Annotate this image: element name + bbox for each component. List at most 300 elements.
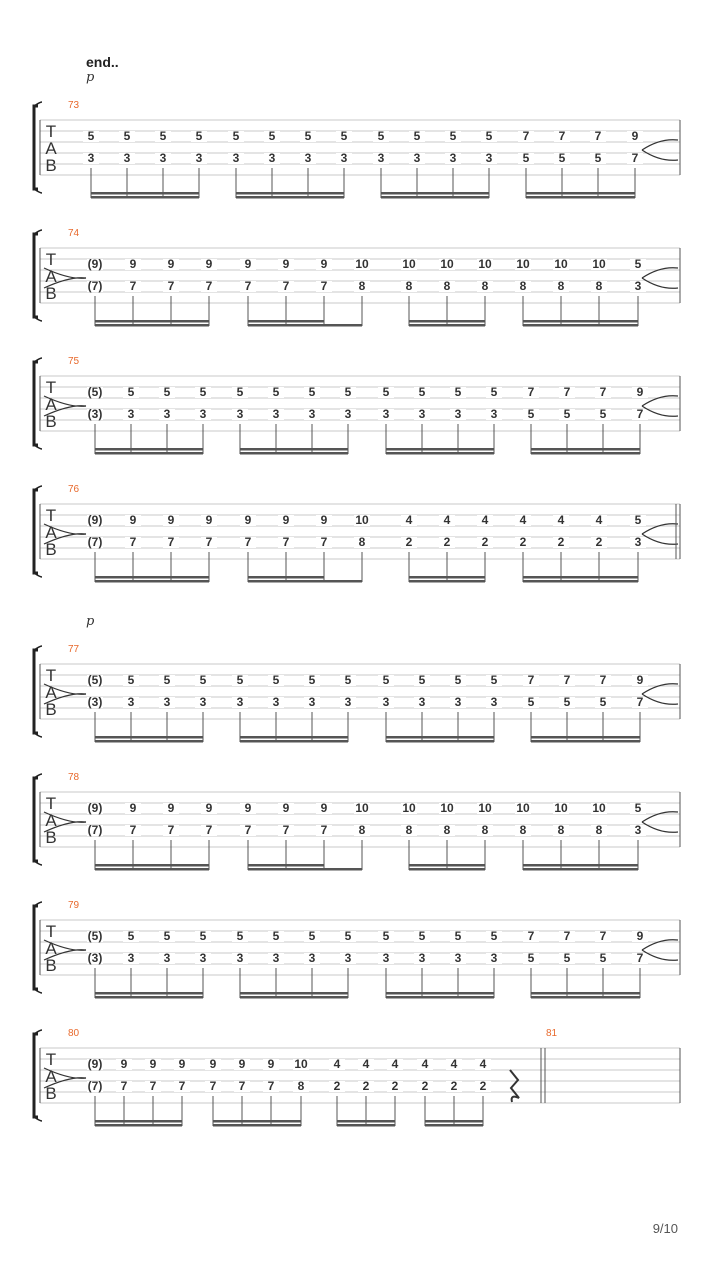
beam — [409, 576, 485, 579]
tab-clef-a: A — [45, 683, 57, 702]
fret-number: 10 — [355, 513, 369, 527]
fret-number: 5 — [599, 407, 607, 421]
fret-number: 7 — [599, 929, 607, 943]
tab-clef-b: B — [45, 956, 57, 975]
fret-number: 3 — [454, 407, 462, 421]
fret-number: 5 — [127, 929, 135, 943]
fret-number: 7 — [636, 695, 644, 709]
fret-number: 5 — [163, 385, 171, 399]
fret-number: 8 — [358, 823, 366, 837]
fret-number: 7 — [178, 1079, 186, 1093]
beam — [240, 740, 348, 743]
fret-number: 7 — [282, 279, 290, 293]
fret-number: 3 — [236, 695, 244, 709]
fret-number: 5 — [272, 929, 280, 943]
tab-system — [34, 644, 680, 743]
fret-number: 7 — [205, 279, 213, 293]
tab-clef-b: B — [45, 1084, 57, 1103]
beam — [381, 196, 489, 199]
tab-clef-b: B — [45, 540, 57, 559]
system-bracket — [34, 234, 38, 317]
tab-system — [34, 900, 680, 999]
fret-number: 3 — [127, 407, 135, 421]
fret-number: 3 — [308, 695, 316, 709]
fret-number: 4 — [595, 513, 603, 527]
fret-number: 10 — [516, 257, 530, 271]
beam — [409, 324, 485, 327]
fret-number: 3 — [490, 951, 498, 965]
fret-number: 2 — [362, 1079, 370, 1093]
tie-arc — [642, 150, 678, 160]
fret-number: 5 — [195, 129, 203, 143]
fret-number: 5 — [527, 407, 535, 421]
beam — [386, 736, 494, 739]
fret-number: 5 — [272, 385, 280, 399]
dynamic-marking: p — [86, 70, 95, 85]
beam — [95, 864, 209, 867]
fret-number: 2 — [595, 535, 603, 549]
system-bracket — [34, 1034, 38, 1117]
fret-number: 8 — [358, 535, 366, 549]
fret-number: 5 — [599, 951, 607, 965]
fret-number: 7 — [599, 385, 607, 399]
fret-number: 9 — [178, 1057, 186, 1071]
beam — [236, 196, 344, 199]
fret-number: 5 — [308, 385, 316, 399]
beam — [91, 192, 199, 195]
fret-number: 9 — [167, 801, 175, 815]
fret-number: (3) — [87, 695, 103, 709]
fret-number: 8 — [443, 823, 451, 837]
fret-number: 3 — [127, 695, 135, 709]
fret-number: 7 — [244, 279, 252, 293]
fret-number: 4 — [481, 513, 489, 527]
fret-number: 10 — [554, 801, 568, 815]
fret-number: 7 — [205, 823, 213, 837]
fret-number: 5 — [527, 695, 535, 709]
tab-system — [34, 772, 680, 871]
fret-number: 8 — [519, 823, 527, 837]
fret-number: (9) — [87, 257, 103, 271]
tab-clef-t: T — [45, 1050, 57, 1069]
fret-number: 10 — [294, 1057, 308, 1071]
beam — [248, 324, 362, 327]
fret-number: 5 — [199, 929, 207, 943]
tie-arc — [642, 812, 678, 822]
tab-system — [34, 356, 680, 455]
fret-number: (5) — [87, 385, 103, 399]
fret-number: 5 — [377, 129, 385, 143]
fret-number: 10 — [402, 801, 416, 815]
beam — [248, 580, 362, 583]
beam — [95, 1120, 182, 1123]
tie-arc — [642, 268, 678, 278]
fret-number: 7 — [205, 535, 213, 549]
tab-system — [34, 100, 680, 199]
fret-number: 4 — [421, 1057, 429, 1071]
fret-number: 7 — [594, 129, 602, 143]
beam — [523, 580, 638, 583]
tab-clef-a: A — [45, 267, 57, 286]
tab-clef-t: T — [45, 122, 57, 141]
fret-number: 10 — [554, 257, 568, 271]
fret-number: 7 — [563, 385, 571, 399]
tab-clef-a: A — [45, 523, 57, 542]
fret-number: 5 — [127, 385, 135, 399]
fret-number: 2 — [333, 1079, 341, 1093]
fret-number: 7 — [129, 823, 137, 837]
beam — [425, 1124, 483, 1127]
fret-number: 8 — [595, 823, 603, 837]
fret-number: 3 — [344, 695, 352, 709]
fret-number: 9 — [282, 257, 290, 271]
beam — [95, 452, 203, 455]
fret-number: 5 — [634, 801, 642, 815]
beam — [531, 740, 640, 743]
measure-number: 74 — [68, 228, 80, 239]
fret-number: 5 — [634, 257, 642, 271]
fret-number: (5) — [87, 673, 103, 687]
fret-number: 5 — [485, 129, 493, 143]
fret-number: 5 — [449, 129, 457, 143]
beam — [386, 452, 494, 455]
tab-clef-b: B — [45, 284, 57, 303]
beam — [409, 868, 485, 871]
fret-number: 3 — [199, 407, 207, 421]
fret-number: 7 — [636, 407, 644, 421]
fret-number: 5 — [418, 385, 426, 399]
fret-number: 9 — [238, 1057, 246, 1071]
fret-number: 9 — [636, 673, 644, 687]
tab-clef-t: T — [45, 666, 57, 685]
fret-number: 3 — [382, 407, 390, 421]
beam — [425, 1120, 483, 1123]
fret-number: 5 — [123, 129, 131, 143]
fret-number: 3 — [123, 151, 131, 165]
fret-number: 5 — [199, 673, 207, 687]
fret-number: 4 — [443, 513, 451, 527]
fret-number: (7) — [87, 279, 103, 293]
section-label: end.. — [86, 54, 119, 70]
fret-number: 3 — [87, 151, 95, 165]
fret-number: 7 — [167, 535, 175, 549]
fret-number: 8 — [519, 279, 527, 293]
fret-number: 7 — [167, 279, 175, 293]
fret-number: 10 — [440, 257, 454, 271]
fret-number: 9 — [120, 1057, 128, 1071]
fret-number: 8 — [481, 823, 489, 837]
fret-number: (9) — [87, 1057, 103, 1071]
fret-number: 7 — [522, 129, 530, 143]
fret-number: 3 — [449, 151, 457, 165]
measure-number: 75 — [68, 356, 80, 367]
fret-number: 8 — [405, 823, 413, 837]
fret-number: 5 — [382, 929, 390, 943]
tie-arc — [642, 822, 678, 832]
fret-number: 7 — [238, 1079, 246, 1093]
fret-number: 5 — [454, 385, 462, 399]
fret-number: 7 — [320, 823, 328, 837]
fret-number: 3 — [163, 951, 171, 965]
fret-number: 2 — [519, 535, 527, 549]
measure-number: 77 — [68, 644, 80, 655]
fret-number: 5 — [382, 673, 390, 687]
beam — [386, 448, 494, 451]
beam — [95, 448, 203, 451]
fret-number: 2 — [479, 1079, 487, 1093]
fret-number: 3 — [418, 407, 426, 421]
fret-number: 5 — [418, 673, 426, 687]
fret-number: 5 — [163, 673, 171, 687]
fret-number: 9 — [149, 1057, 157, 1071]
fret-number: 3 — [344, 407, 352, 421]
beam — [95, 992, 203, 995]
fret-number: 10 — [402, 257, 416, 271]
fret-number: 8 — [405, 279, 413, 293]
fret-number: 9 — [282, 801, 290, 815]
beam — [95, 996, 203, 999]
fret-number: 2 — [557, 535, 565, 549]
fret-number: 3 — [268, 151, 276, 165]
fret-number: 4 — [391, 1057, 399, 1071]
beam — [337, 1120, 395, 1123]
tab-clef-a: A — [45, 811, 57, 830]
beam — [240, 736, 348, 739]
fret-number: 5 — [159, 129, 167, 143]
beam — [386, 740, 494, 743]
beam — [95, 580, 209, 583]
fret-number: 9 — [244, 257, 252, 271]
fret-number: 3 — [308, 407, 316, 421]
fret-number: 9 — [636, 385, 644, 399]
fret-number: 7 — [282, 535, 290, 549]
system-bracket — [34, 106, 38, 189]
measure-number: 81 — [546, 1028, 558, 1039]
fret-number: 5 — [563, 407, 571, 421]
measure-number: 76 — [68, 484, 80, 495]
fret-number: 8 — [595, 279, 603, 293]
fret-number: 5 — [490, 929, 498, 943]
fret-number: 5 — [308, 929, 316, 943]
fret-number: 3 — [232, 151, 240, 165]
fret-number: 10 — [592, 257, 606, 271]
beam — [526, 192, 635, 195]
fret-number: 4 — [479, 1057, 487, 1071]
fret-number: 7 — [244, 535, 252, 549]
beam — [523, 324, 638, 327]
tab-system — [34, 1028, 680, 1127]
beam — [91, 196, 199, 199]
fret-number: 5 — [268, 129, 276, 143]
fret-number: 8 — [557, 279, 565, 293]
fret-number: 5 — [344, 929, 352, 943]
beam — [531, 996, 640, 999]
fret-number: 7 — [149, 1079, 157, 1093]
fret-number: 7 — [129, 535, 137, 549]
fret-number: 2 — [443, 535, 451, 549]
fret-number: 3 — [236, 407, 244, 421]
fret-number: 10 — [440, 801, 454, 815]
fret-number: 9 — [167, 513, 175, 527]
fret-number: 5 — [599, 695, 607, 709]
fret-number: 9 — [205, 513, 213, 527]
beam — [213, 1120, 301, 1123]
beam — [531, 736, 640, 739]
tab-clef-t: T — [45, 506, 57, 525]
fret-number: 5 — [87, 129, 95, 143]
fret-number: 3 — [344, 951, 352, 965]
system-bracket — [34, 490, 38, 573]
fret-number: 3 — [485, 151, 493, 165]
fret-number: 3 — [454, 695, 462, 709]
fret-number: 5 — [522, 151, 530, 165]
tab-clef-t: T — [45, 922, 57, 941]
fret-number: 7 — [120, 1079, 128, 1093]
fret-number: 5 — [527, 951, 535, 965]
tie-arc — [642, 140, 678, 150]
tab-clef-b: B — [45, 156, 57, 175]
fret-number: 7 — [631, 151, 639, 165]
tab-clef-b: B — [45, 700, 57, 719]
fret-number: 9 — [205, 257, 213, 271]
fret-number: 3 — [418, 951, 426, 965]
fret-number: 5 — [304, 129, 312, 143]
tab-clef-a: A — [45, 1067, 57, 1086]
measure-number: 78 — [68, 772, 80, 783]
fret-number: 2 — [391, 1079, 399, 1093]
tab-clef-t: T — [45, 378, 57, 397]
fret-number: 7 — [167, 823, 175, 837]
beam — [523, 320, 638, 323]
fret-number: 3 — [454, 951, 462, 965]
beam — [386, 996, 494, 999]
fret-number: 3 — [634, 279, 642, 293]
system-bracket — [34, 362, 38, 445]
fret-number: (7) — [87, 1079, 103, 1093]
fret-number: 8 — [481, 279, 489, 293]
fret-number: 8 — [358, 279, 366, 293]
fret-number: 9 — [636, 929, 644, 943]
fret-number: 3 — [163, 407, 171, 421]
fret-number: 5 — [454, 929, 462, 943]
fret-number: 10 — [592, 801, 606, 815]
beam — [95, 736, 203, 739]
fret-number: 7 — [563, 929, 571, 943]
beam — [95, 868, 209, 871]
beam — [248, 576, 324, 579]
fret-number: 2 — [421, 1079, 429, 1093]
fret-number: 9 — [320, 513, 328, 527]
beam — [531, 992, 640, 995]
fret-number: 5 — [558, 151, 566, 165]
beam — [95, 320, 209, 323]
fret-number: 8 — [297, 1079, 305, 1093]
quarter-rest-icon — [510, 1070, 519, 1102]
fret-number: 3 — [159, 151, 167, 165]
beam — [409, 320, 485, 323]
beam — [531, 448, 640, 451]
beam — [240, 996, 348, 999]
fret-number: 3 — [382, 951, 390, 965]
tab-system — [34, 228, 680, 327]
fret-number: 3 — [308, 951, 316, 965]
tie-arc — [642, 534, 678, 544]
fret-number: (9) — [87, 801, 103, 815]
beam — [95, 576, 209, 579]
fret-number: 5 — [236, 385, 244, 399]
fret-number: 7 — [244, 823, 252, 837]
beam — [240, 448, 348, 451]
system-bracket — [34, 778, 38, 861]
fret-number: (7) — [87, 823, 103, 837]
fret-number: (7) — [87, 535, 103, 549]
fret-number: 7 — [563, 673, 571, 687]
fret-number: 9 — [267, 1057, 275, 1071]
beam — [236, 192, 344, 195]
fret-number: 3 — [634, 535, 642, 549]
fret-number: 5 — [236, 929, 244, 943]
tab-clef-b: B — [45, 828, 57, 847]
beam — [409, 580, 485, 583]
fret-number: 10 — [516, 801, 530, 815]
fret-number: 9 — [129, 257, 137, 271]
beam — [248, 868, 362, 871]
fret-number: 5 — [344, 385, 352, 399]
fret-number: 9 — [244, 513, 252, 527]
fret-number: 3 — [382, 695, 390, 709]
fret-number: 3 — [413, 151, 421, 165]
fret-number: 10 — [478, 801, 492, 815]
beam — [526, 196, 635, 199]
fret-number: 9 — [320, 257, 328, 271]
fret-number: 3 — [490, 407, 498, 421]
fret-number: 4 — [450, 1057, 458, 1071]
fret-number: 4 — [333, 1057, 341, 1071]
beam — [95, 740, 203, 743]
fret-number: 5 — [490, 385, 498, 399]
tab-clef-a: A — [45, 395, 57, 414]
fret-number: 5 — [454, 673, 462, 687]
fret-number: 7 — [320, 535, 328, 549]
beam — [381, 192, 489, 195]
fret-number: 5 — [490, 673, 498, 687]
fret-number: 3 — [304, 151, 312, 165]
fret-number: 9 — [129, 513, 137, 527]
fret-number: 10 — [355, 801, 369, 815]
measure-number: 80 — [68, 1028, 80, 1039]
tab-system — [34, 484, 680, 583]
system-bracket — [34, 906, 38, 989]
fret-number: 9 — [129, 801, 137, 815]
beam — [213, 1124, 301, 1127]
fret-number: 2 — [481, 535, 489, 549]
fret-number: 5 — [563, 951, 571, 965]
system-bracket — [34, 650, 38, 733]
page-number: 9/10 — [652, 1221, 678, 1236]
tie-arc — [642, 524, 678, 534]
beam — [386, 992, 494, 995]
fret-number: 9 — [167, 257, 175, 271]
fret-number: 3 — [340, 151, 348, 165]
fret-number: 8 — [443, 279, 451, 293]
fret-number: 3 — [236, 951, 244, 965]
fret-number: 7 — [267, 1079, 275, 1093]
fret-number: 5 — [272, 673, 280, 687]
beam — [240, 992, 348, 995]
beam — [523, 864, 638, 867]
fret-number: 4 — [557, 513, 565, 527]
fret-number: 9 — [320, 801, 328, 815]
